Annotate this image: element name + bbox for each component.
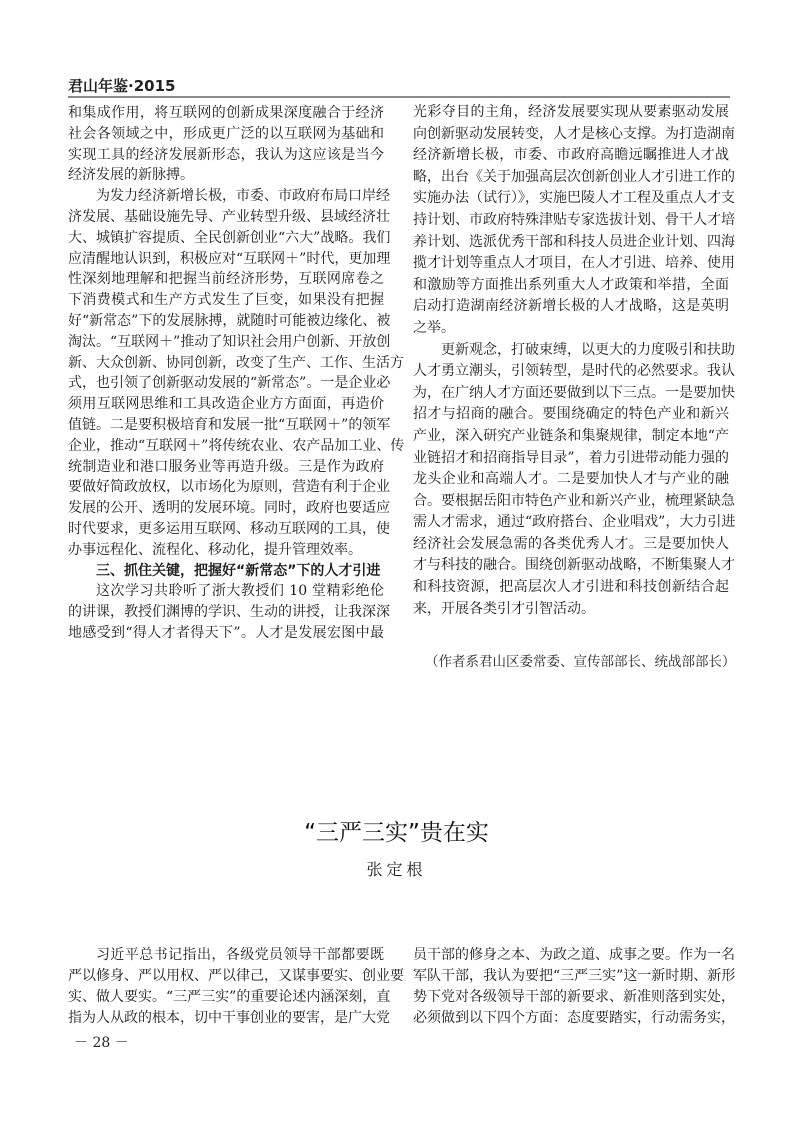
text-line: 性深刻地理解和把握当前经济形势，互联网席卷之 — [68, 271, 384, 288]
text-line: 指为人从政的根本，切中干事创业的要害，是广大党 — [68, 1010, 390, 1026]
text-line: 才与科技的融合。围绕创新驱动战略，不断集聚人才 — [413, 557, 735, 574]
text-line: 值链。二是要积极培育和发展一批“互联网＋”的领军 — [68, 416, 391, 433]
text-line: 下消费模式和生产方式发生了巨变，如果没有把握 — [68, 292, 384, 309]
text-line: 这次学习共聆听了浙大教授们 10 堂精彩绝伦 — [96, 583, 384, 600]
text-line: 社会各领域之中，形成更广泛的以互联网为基础和 — [68, 125, 384, 142]
text-line: 光彩夺目的主角，经济发展要实现从要素驱动发展 — [413, 104, 729, 120]
section-heading: 三、抓住关键，把握好“新常态”下的人才引进 — [96, 562, 381, 579]
text-line: 合。要根据岳阳市特色产业和新兴产业，梳理紧缺急 — [413, 492, 735, 509]
text-line: 更新观念，打破束缚，以更大的力度吸引和扶助 — [441, 341, 735, 358]
text-line: 和激励等方面推出系列重大人才政策和举措，全面 — [413, 276, 729, 293]
text-line: 严以修身、严以用权、严以律己，又谋事要实、创业要 — [68, 968, 404, 984]
text-line: 实施办法（试行）》，实施巴陵人才工程及重点人才支 — [413, 190, 735, 207]
text-line: 新、大众创新、协同创新，改变了生产、工作、生活方 — [68, 354, 404, 371]
text-line: 向创新驱动发展转变，人才是核心支撑。为打造湖南 — [413, 125, 735, 142]
text-line: 式，也引领了创新驱动发展的“新常态”。一是企业必 — [68, 375, 391, 392]
text-line: 发展的公开、透明的发展环境。同时，政府也要适应 — [68, 500, 390, 517]
text-line: 必须做到以下四个方面：态度要踏实，行动需务实， — [413, 1010, 735, 1026]
text-line: 企业，推动“互联网＋”将传统农业、农产品加工业、传 — [68, 437, 405, 454]
article1-right-column — [413, 102, 736, 620]
text-line: 要做好简政放权，以市场化为原则，营造有利于企业 — [68, 479, 390, 496]
text-line: 习近平总书记指出，各级党员领导干部都要既 — [96, 947, 384, 963]
text-line: 需人才需求，通过“政府搭台、企业唱戏”，大力引进 — [413, 514, 736, 531]
text-line: 为，在广纳人才方面还要做到以下三点。一是要加快 — [413, 384, 735, 401]
text-line: 产业，深入研究产业链条和集聚规律，制定本地“产 — [413, 427, 729, 444]
text-line: 揽才计划等重点人才项目，在人才引进、培养、使用 — [413, 255, 735, 272]
text-line: 势下党对各级领导干部的新要求、新准则落到实处， — [413, 989, 735, 1005]
running-title: 君山年鉴·2015 — [68, 77, 176, 95]
text-line: 经济新增长极，市委、市政府高瞻远瞩推进人才战 — [413, 147, 729, 164]
text-line: 和科技资源，把高层次人才引进和科技创新结合起 — [413, 579, 729, 596]
text-line: 济发展、基础设施先导、产业转型升级、县域经济壮 — [68, 208, 390, 225]
text-line: 为发力经济新增长极，市委、市政府布局口岸经 — [96, 188, 390, 205]
article-title: “三严三实”贵在实 — [304, 820, 489, 846]
text-line: 来，开展各类引才引智活动。 — [413, 600, 595, 617]
text-line: 应清醒地认识到，积极应对“互联网＋”时代，更加理 — [68, 250, 391, 267]
text-line: 养计划、选派优秀干部和科技人员进企业计划、四海 — [413, 233, 735, 250]
author-note: （作者系君山区委常委、宣传部部长、统战部部长） — [425, 654, 736, 670]
text-line: 军队干部，我认为要把“三严三实”这一新时期、新形 — [413, 968, 736, 984]
text-line: 人才勇立潮头，引领转型，是时代的必然要求。我认 — [413, 363, 735, 380]
text-line: 大、城镇扩容提质、全民创新创业“六大”战略。我们 — [68, 229, 391, 246]
article-author: 张定根 — [366, 860, 427, 879]
text-line: 员干部的修身之本、为政之道、成事之要。作为一名 — [413, 947, 735, 963]
article2-right-column — [413, 945, 736, 1029]
text-line: 须用互联网思维和工具改造企业方方面面，再造价 — [68, 396, 384, 413]
text-line: 淘汰。“互联网＋”推动了知识社会用户创新、开放创 — [68, 333, 391, 350]
text-line: 持计划、市政府特殊津贴专家选拔计划、骨干人才培 — [413, 211, 735, 228]
text-line: 时代要求，更多运用互联网、移动互联网的工具，使 — [68, 520, 390, 537]
text-line: 经济发展的新脉搏。 — [68, 167, 194, 184]
text-line: 业链招才和招商指导目录”，着力引进带动能力强的 — [413, 449, 729, 466]
text-line: 和集成作用，将互联网的创新成果深度融合于经济 — [68, 105, 384, 121]
text-line: 好“新常态”下的发展脉搏，就随时可能被边缘化、被 — [68, 312, 391, 329]
text-line: 地感受到“得人才者得天下”。人才是发展宏图中最 — [68, 624, 384, 641]
page-number: － 28 － — [74, 1035, 129, 1051]
article1-left-column — [68, 103, 405, 644]
text-line: 略，出台《关于加强高层次创新创业人才引进工作的 — [413, 168, 735, 185]
text-line: 统制造业和港口服务业等再造升级。三是作为政府 — [68, 458, 384, 475]
text-line: 经济社会发展急需的各类优秀人才。三是要加快人 — [413, 535, 729, 552]
text-line: 的讲课，教授们渊博的学识、生动的讲授，让我深深 — [68, 604, 390, 621]
text-line: 启动打造湖南经济新增长极的人才战略，这是英明 — [413, 298, 729, 315]
text-line: 办事远程化、流程化、移动化，提升管理效率。 — [68, 541, 362, 558]
text-line: 之举。 — [413, 319, 455, 336]
text-line: 实现工具的经济发展新形态，我认为这应该是当今 — [68, 146, 384, 163]
article2-left-column — [68, 945, 404, 1029]
text-line: 龙头企业和高端人才。二是要加快人才与产业的融 — [413, 471, 729, 488]
header-rule — [68, 96, 730, 98]
text-line: 招才与招商的融合。要围绕确定的特色产业和新兴 — [413, 406, 729, 423]
text-line: 实、做人要实。“三严三实”的重要论述内涵深刻，直 — [68, 989, 391, 1005]
